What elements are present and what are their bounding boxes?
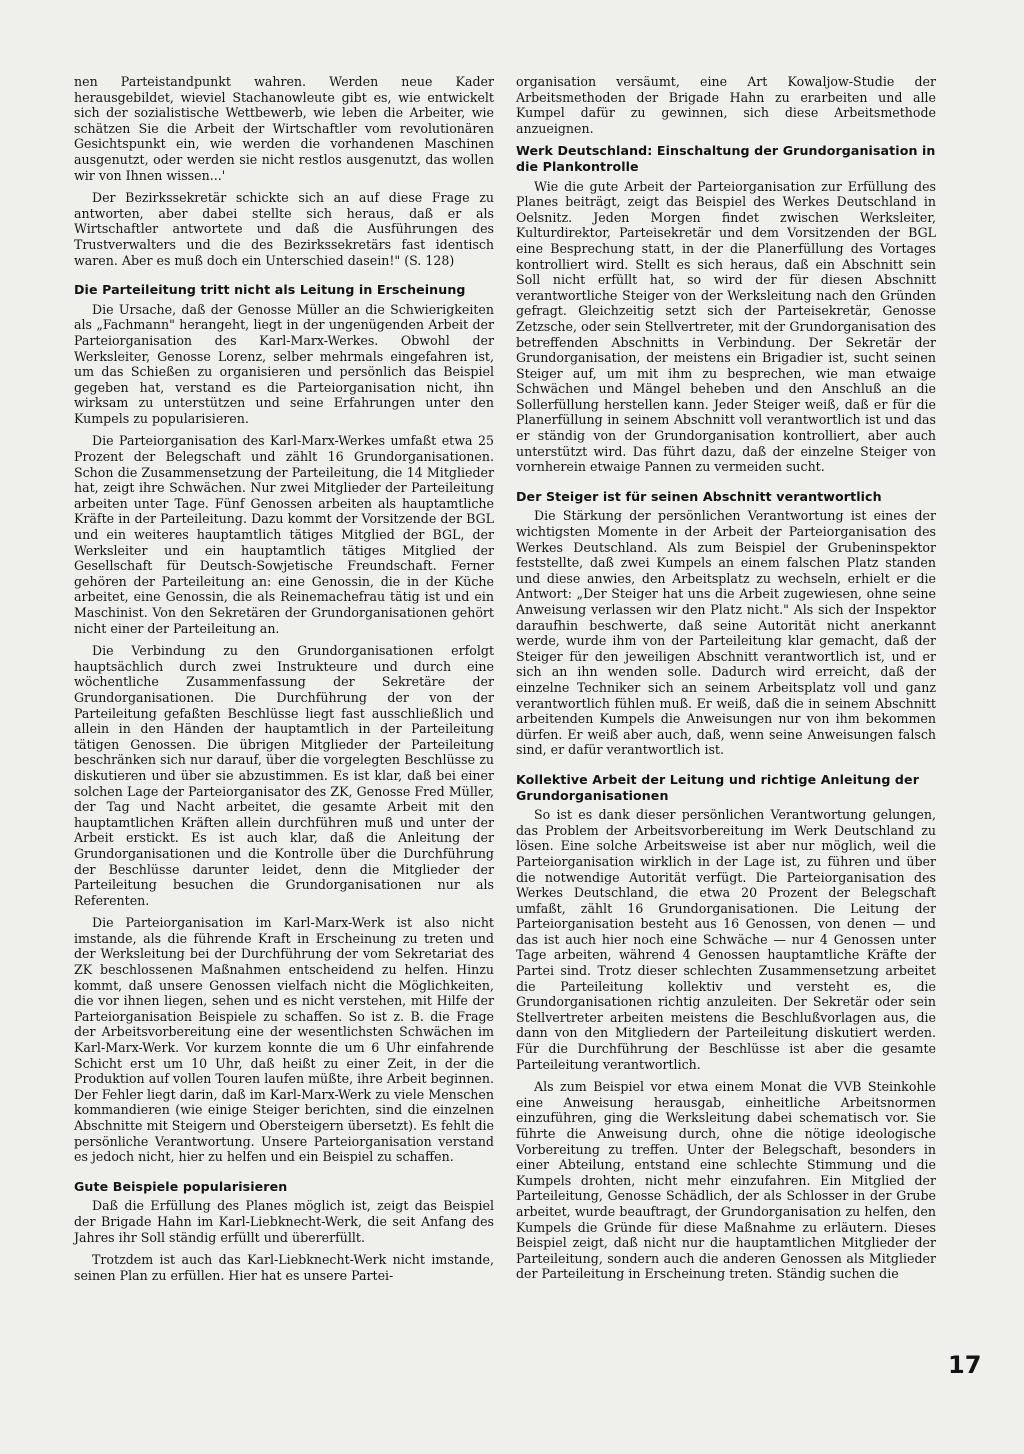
paragraph: So ist es dank dieser persönlichen Verantwortung gelungen, das Problem der Arbeitsvorbereitung im Werk Deutschland zu lösen. Eine solche Arbeitsweise ist aber nur möglich, weil die Parteiorganisation wirklich in der Lage ist, zu führen und über die notwendige Autorität verfügt. Die Parteiorganisation des Werkes Deutschland, die etwa 20 Prozent der Belegschaft umfaßt, zählt 16 Grundorganisationen. Die Leitung der Parteiorganisation besteht aus 16 Genossen, von denen — und das ist auch hier noch eine Schwäche — nur 4 Genossen unter Tage arbeiten, während 4 Genossen hauptamtliche Kräfte der Partei sind. Trotz dieser schlechten Zusammensetzung arbeitet die Parteileitung kollektiv und versteht es, die Grundorganisationen richtig anzuleiten. Der Sekretär oder sein Stellvertreter arbeiten meistens die Beschlußvorlagen aus, die dann von den Mitgliedern der Parteileitung diskutiert werden. Für die Durchführung der Beschlüsse ist aber die gesamte Parteileitung verantwortlich. [516,807,936,1072]
right-column [516,74,936,1289]
section-heading: Gute Beispiele popularisieren [74,1178,288,1194]
paragraph: Die Parteiorganisation des Karl-Marx-Werkes umfaßt etwa 25 Prozent der Belegschaft und zählt 16 Grundorganisationen. Schon die Zusammensetzung der Parteileitung, die 14 Mitglieder hat, zeigt ihre Schwächen. Nur zwei Mitglieder der Parteileitung arbeiten unter Tage. Fünf Genossen arbeiten als hauptamtliche Kräfte in der Parteileitung. Dazu kommt der Vorsitzende der BGL und ein weiteres hauptamtlich tätiges Mitglied der BGL, der Werksleiter und ein hauptamtlich tätiges Mitglied der Gesellschaft für Deutsch-Sowjetische Freundschaft. Ferner gehören der Parteileitung an: eine Genossin, die in der Küche arbeitet, eine Genossin, die als Reinemachefrau tätig ist und ein Maschinist. Von den Sekretären der Grundorganisationen gehört nicht einer der Parteileitung an. [74,433,494,636]
section-heading: Kollektive Arbeit der Leitung und richtige Anleitung der Grundorganisationen [516,771,920,803]
paragraph: Die Verbindung zu den Grundorganisationen erfolgt hauptsächlich durch zwei Instrukteure und durch eine wöchentliche Zusammenfassung der Sekretäre der Grundorganisationen. Die Durchführung der von der Parteileitung gefaßten Beschlüsse liegt fast ausschließlich und allein in den Händen der hauptamtlich in der Parteileitung tätigen Genossen. Die übrigen Mitglieder der Parteileitung beschränken sich nur darauf, über die vorgelegten Beschlüsse zu diskutieren und über sie abzustimmen. Es ist klar, daß bei einer solchen Lage der Parteiorganisator des ZK, Genosse Fred Müller, der Tag und Nacht arbeitet, die gesamte Arbeit mit den hauptamtlichen Kräften allein durchführen muß und unter der Arbeit erstickt. Es ist auch klar, daß die Anleitung der Grundorganisationen und die Kontrolle über die Durchführung der Beschlüsse darunter leidet, denn die Mitglieder der Parteileitung besuchen die Grundorganisationen nur als Referenten. [74,643,494,908]
paragraph: Als zum Beispiel vor etwa einem Monat die VVB Steinkohle eine Anweisung herausgab, einheitliche Arbeitsnormen einzuführen, ging die Werksleitung dabei schematisch vor. Sie führte die Anweisung durch, ohne die nötige ideologische Vorbereitung zu treffen. Unter der Belegschaft, besonders in einer Abteilung, entstand eine schlechte Stimmung und die Kumpels drohten, nicht mehr einzufahren. Ein Mitglied der Parteileitung, Genosse Schädlich, der als Schlosser in der Grube arbeitet, wurde beauftragt, der Grundorganisation zu helfen, den Kumpels die Gründe für diese Maßnahme zu erläutern. Dieses Beispiel zeigt, daß nicht nur die hauptamtlichen Mitglieder der Parteileitung, sondern auch die anderen Genossen als Mitglieder der Parteileitung in Erscheinung treten. Ständig suchen die [516,1079,936,1282]
paragraph: Daß die Erfüllung des Planes möglich ist, zeigt das Beispiel der Brigade Hahn im Karl-Liebknecht-Werk, die seit Anfang des Jahres ihr Soll ständig erfüllt und übererfüllt. [74,1198,494,1245]
paragraph: Die Ursache, daß der Genosse Müller an die Schwierigkeiten als „Fachmann" herangeht, liegt in der ungenügenden Arbeit der Parteiorganisation des Karl-Marx-Werkes. Obwohl der Werksleiter, Genosse Lorenz, selber mehrmals eingefahren ist, um das Schießen zu organisieren und persönlich das Beispiel gegeben hat, verstand es die Parteiorganisation nicht, ihn wirksam zu unterstützen und seine Erfahrungen unter den Kumpels zu popularisieren. [74,301,494,426]
section-heading: Die Parteileitung tritt nicht als Leitung in Erscheinung [74,282,466,298]
paragraph: Trotzdem ist auch das Karl-Liebknecht-Werk nicht imstande, seinen Plan zu erfüllen. Hier hat es unsere Partei- [74,1252,494,1283]
paragraph: Die Stärkung der persönlichen Verantwortung ist eines der wichtigsten Momente in der Arbeit der Parteiorganisation des Werkes Deutschland. Als zum Beispiel der Grubeninspektor feststellte, daß zwei Kumpels an einem falschen Platz standen und diese anwies, den Arbeitsplatz zu wechseln, erhielt er die Antwort: „Der Steiger hat uns die Arbeit zugewiesen, ohne seine Anweisung verlassen wir den Platz nicht." Als sich der Inspektor daraufhin beschwerte, daß seine Autorität nicht anerkannt werde, wurde ihm von der Parteileitung klar gemacht, daß der Steiger für den jeweiligen Abschnitt verantwortlich ist, und er sich an ihn wenden solle. Dadurch wird erreicht, daß der einzelne Techniker sich an seinem Arbeitsplatz voll und ganz verantwortlich fühlen muß. Er weiß, daß die in seinem Abschnitt arbeitenden Kumpels die Anweisungen nur von ihm bekommen dürfen. Er weiß aber auch, daß, wenn seine Anweisungen falsch sind, er dafür verantwortlich ist. [516,508,936,758]
paragraph: nen Parteistandpunkt wahren. Werden neue Kader herausgebildet, wieviel Stachanowleute gibt es, wie entwickelt sich der sozialistische Wettbewerb, wie leben die Arbeiter, wie schätzen Sie die Arbeit der Wirtschaftler vom revolutionären Gesichtspunkt ein, wie werden die vorhandenen Maschinen ausgenutzt, oder werden sie nicht restlos ausgenutzt, das wollen wir von Ihnen wissen...' [74,74,494,183]
paragraph: organisation versäumt, eine Art Kowaljow-Studie der Arbeitsmethoden der Brigade Hahn zu erarbeiten und alle Kumpel dafür zu gewinnen, sich diese Arbeitsmethode anzueignen. [516,74,936,136]
paragraph: Die Parteiorganisation im Karl-Marx-Werk ist also nicht imstande, als die führende Kraft in Erscheinung zu treten und der Werksleitung bei der Durchführung der vom Sekretariat des ZK beschlossenen Maßnahmen entscheidend zu helfen. Hinzu kommt, daß unsere Genossen vielfach nicht die Möglichkeiten, die vor ihnen liegen, sehen und es nicht verstehen, mit Hilfe der Parteiorganisation Beispiele zu schaffen. So ist z. B. die Frage der Arbeitsvorbereitung eine der wesentlichsten Schwächen im Karl-Marx-Werk. Vor kurzem konnte die um 6 Uhr einfahrende Schicht erst um 10 Uhr, daß heißt zu einer Zeit, in der die Produktion auf vollen Touren laufen müßte, ihre Arbeit beginnen. Der Fehler liegt darin, daß im Karl-Marx-Werk zu viele Menschen kommandieren (wie einige Steiger berichten, sind die einzelnen Abschnitte mit Steigern und Obersteigern übersetzt). Es fehlt die persönliche Verantwortung. Unsere Parteiorganisation verstand es jedoch nicht, hier zu helfen und ein Beispiel zu schaffen. [74,915,494,1165]
left-column [74,74,494,1290]
page-number: 17 [948,1351,982,1379]
section-heading: Werk Deutschland: Einschaltung der Grundorganisation in die Plankontrolle [516,143,936,174]
paragraph: Wie die gute Arbeit der Parteiorganisation zur Erfüllung des Planes beiträgt, zeigt das Beispiel des Werkes Deutschland in Oelsnitz. Jeden Morgen findet zwischen Werksleiter, Kulturdirektor, Parteisekretär und dem Vorsitzenden der BGL eine Besprechung statt, in der die Planerfüllung des Vortages kontrolliert wird. Stellt es sich heraus, daß ein Abschnitt sein Soll nicht erfüllt hat, so wird der für diesen Abschnitt verantwortliche Steiger von der Werksleitung nach den Gründen gefragt. Gleichzeitig setzt sich der Parteisekretär, Genosse Zetzsche, oder sein Stellvertreter, mit der Grundorganisation des betreffenden Abschnitts in Verbindung. Der Sekretär der Grundorganisation, der meistens ein Brigadier ist, sucht seinen Steiger auf, um mit ihm zu besprechen, wie man etwaige Schwächen und Mängel beheben und den Anschluß an die Sollerfüllung herstellen kann. Jeder Steiger weiß, daß er für die Planerfüllung in seinem Abschnitt voll verantwortlich ist und das er ständig von der Grundorganisation kontrolliert, aber auch unterstützt wird. Das führt dazu, daß der einzelne Steiger von vornherein etwaige Pannen zu vermeiden sucht. [516,178,936,475]
section-heading: Der Steiger ist für seinen Abschnitt verantwortlich [516,488,882,504]
paragraph: Der Bezirkssekretär schickte sich an auf diese Frage zu antworten, aber dabei stellte sich heraus, daß er als Wirtschaftler antwortete und daß die Ausführungen des Trustverwalters und die des Bezirkssekretärs fast identisch waren. Aber es muß doch ein Unterschied dasein!" (S. 128) [74,190,494,268]
